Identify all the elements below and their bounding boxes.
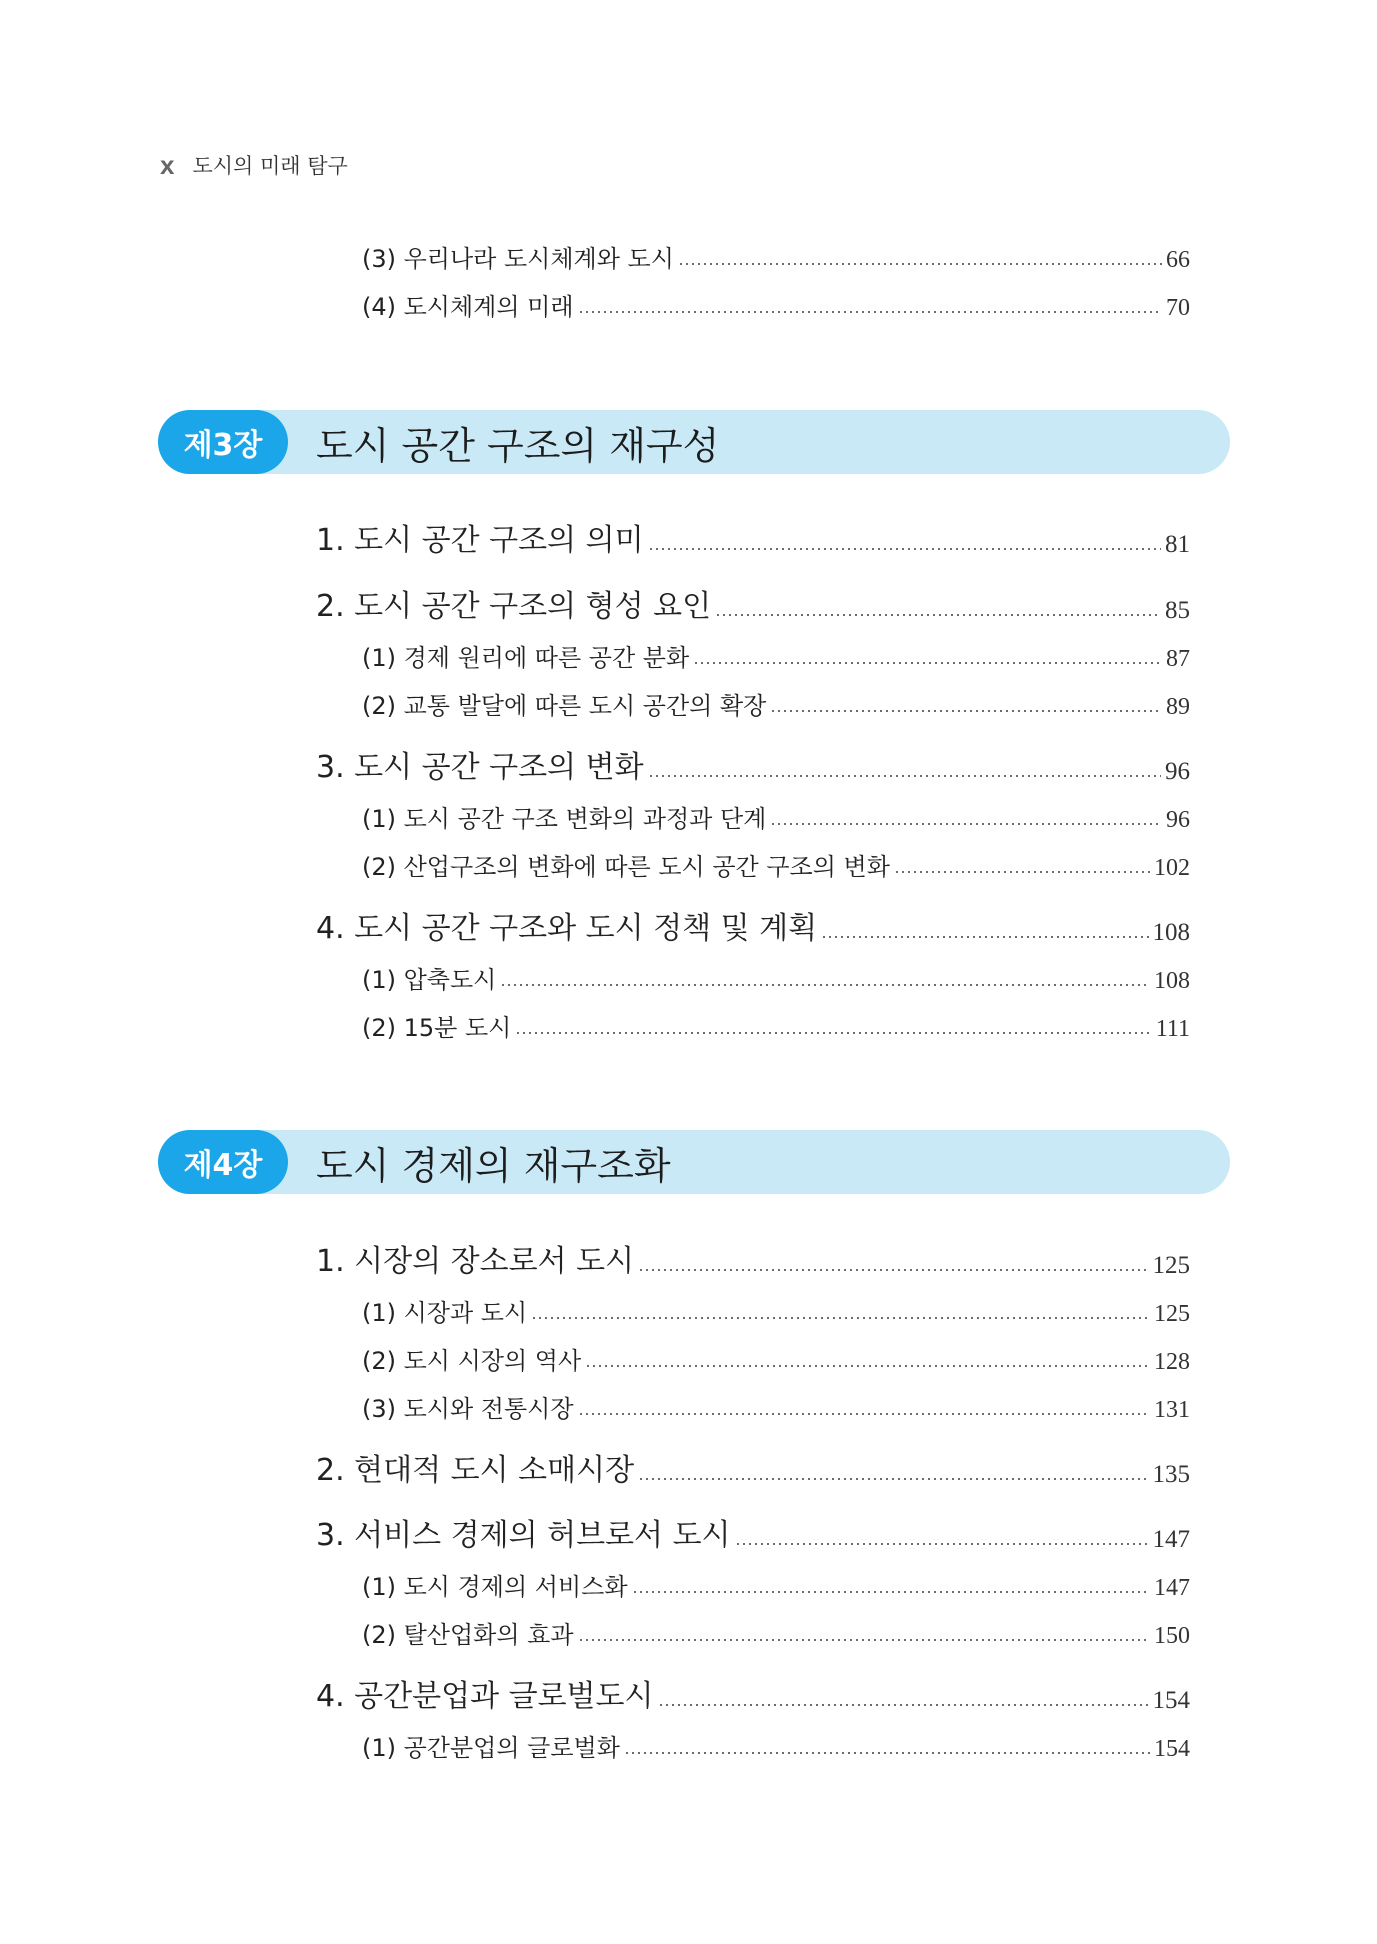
- toc-entry-label: (1) 경제 원리에 따른 공간 분화: [362, 644, 690, 672]
- dot-leader: [678, 263, 1162, 265]
- dot-leader: [770, 823, 1162, 825]
- dot-leader: [770, 710, 1162, 712]
- book-title: 도시의 미래 탐구: [192, 154, 348, 178]
- toc-entry-page: 154: [1152, 1687, 1190, 1714]
- toc-entry-page: 147: [1154, 1575, 1190, 1601]
- toc-entry-page: 85: [1165, 597, 1190, 624]
- dot-leader: [715, 614, 1161, 616]
- toc-entry-page: 147: [1152, 1526, 1190, 1553]
- dot-leader: [693, 662, 1162, 664]
- toc-entry-label: (2) 15분 도시: [362, 1014, 512, 1042]
- toc-entry-label: 3. 서비스 경제의 허브로서 도시: [316, 1518, 731, 1553]
- dot-leader: [578, 311, 1162, 313]
- toc-entry-page: 154: [1154, 1736, 1190, 1762]
- chapter-4-title[interactable]: 도시 경제의 재구조화: [316, 1143, 671, 1188]
- chapter-3-badge: 제3장: [158, 410, 288, 474]
- chapter-3-banner: [158, 410, 1230, 474]
- toc-entry-page: 108: [1154, 968, 1190, 994]
- toc-section-entry[interactable]: [316, 1234, 1190, 1280]
- toc-entry-page: 102: [1154, 855, 1190, 881]
- toc-section-entry[interactable]: [316, 901, 1190, 947]
- running-header: [160, 150, 348, 180]
- dot-leader: [578, 1413, 1150, 1415]
- toc-section-entry[interactable]: [316, 513, 1190, 559]
- page-number: x: [160, 149, 175, 180]
- toc-entry-label: (4) 도시체계의 미래: [362, 293, 574, 321]
- dot-leader: [658, 1704, 1149, 1706]
- toc-entry-page: 131: [1154, 1397, 1190, 1423]
- toc-entry[interactable]: [362, 1562, 1190, 1602]
- toc-entry[interactable]: [362, 1610, 1190, 1650]
- dot-leader: [648, 548, 1161, 550]
- toc-entry-label: (2) 산업구조의 변화에 따른 도시 공간 구조의 변화: [362, 853, 890, 881]
- toc-entry-label: 2. 도시 공간 구조의 형성 요인: [316, 589, 712, 624]
- dot-leader: [632, 1591, 1150, 1593]
- toc-entry-label: (3) 우리나라 도시체계와 도시: [362, 245, 674, 273]
- toc-entry-label: (3) 도시와 전통시장: [362, 1395, 574, 1423]
- toc-entry-page: 150: [1154, 1623, 1190, 1649]
- toc-entry-page: 66: [1166, 247, 1190, 273]
- toc-entry[interactable]: [362, 1723, 1190, 1763]
- dot-leader: [578, 1639, 1150, 1641]
- toc-entry[interactable]: [362, 681, 1190, 721]
- dot-leader: [894, 871, 1150, 873]
- toc-entry-page: 125: [1152, 1252, 1190, 1279]
- toc-entry-page: 108: [1152, 919, 1190, 946]
- toc-entry[interactable]: [362, 234, 1190, 274]
- toc-entry-label: (1) 공간분업의 글로벌화: [362, 1734, 620, 1762]
- toc-entry[interactable]: [362, 633, 1190, 673]
- toc-entry-label: 4. 도시 공간 구조와 도시 정책 및 계획: [316, 911, 818, 946]
- dot-leader: [515, 1032, 1151, 1034]
- toc-entry[interactable]: [362, 842, 1190, 882]
- toc-entry-label: 2. 현대적 도시 소매시장: [316, 1453, 635, 1488]
- dot-leader: [735, 1543, 1149, 1545]
- dot-leader: [585, 1365, 1150, 1367]
- chapter-3-title[interactable]: 도시 공간 구조의 재구성: [316, 423, 720, 468]
- toc-entry-label: (1) 도시 공간 구조 변화의 과정과 단계: [362, 805, 767, 833]
- dot-leader: [648, 775, 1161, 777]
- dot-leader: [638, 1478, 1148, 1480]
- toc-section-entry[interactable]: [316, 1669, 1190, 1715]
- toc-entry[interactable]: [362, 1288, 1190, 1328]
- dot-leader: [500, 984, 1150, 986]
- dot-leader: [638, 1269, 1148, 1271]
- toc-section-entry[interactable]: [316, 1508, 1190, 1554]
- toc-entry-label: (2) 탈산업화의 효과: [362, 1621, 574, 1649]
- toc-entry-page: 89: [1166, 694, 1190, 720]
- toc-entry-page: 111: [1155, 1016, 1190, 1042]
- toc-section-entry[interactable]: [316, 740, 1190, 786]
- toc-entry[interactable]: [362, 1003, 1190, 1043]
- toc-entry-label: (1) 시장과 도시: [362, 1299, 528, 1327]
- toc-entry-page: 128: [1154, 1349, 1190, 1375]
- toc-entry-page: 96: [1166, 807, 1190, 833]
- toc-entry-page: 125: [1154, 1301, 1190, 1327]
- dot-leader: [821, 936, 1148, 938]
- toc-entry-label: 4. 공간분업과 글로벌도시: [316, 1679, 654, 1714]
- toc-entry[interactable]: [362, 282, 1190, 322]
- toc-entry-page: 135: [1152, 1461, 1190, 1488]
- toc-section-entry[interactable]: [316, 1443, 1190, 1489]
- toc-entry-label: 3. 도시 공간 구조의 변화: [316, 750, 644, 785]
- toc-entry-page: 96: [1165, 758, 1190, 785]
- toc-entry[interactable]: [362, 1336, 1190, 1376]
- toc-entry-label: (1) 압축도시: [362, 966, 497, 994]
- toc-entry-page: 70: [1166, 295, 1190, 321]
- dot-leader: [531, 1317, 1150, 1319]
- toc-entry[interactable]: [362, 1384, 1190, 1424]
- toc-entry-label: 1. 도시 공간 구조의 의미: [316, 523, 644, 558]
- chapter-4-badge: 제4장: [158, 1130, 288, 1194]
- chapter-4-banner: [158, 1130, 1230, 1194]
- dot-leader: [624, 1752, 1150, 1754]
- toc-entry-label: (1) 도시 경제의 서비스화: [362, 1573, 628, 1601]
- toc-entry-label: (2) 도시 시장의 역사: [362, 1347, 582, 1375]
- toc-entry-page: 87: [1166, 646, 1190, 672]
- toc-entry-label: 1. 시장의 장소로서 도시: [316, 1244, 635, 1279]
- toc-entry-page: 81: [1165, 531, 1190, 558]
- toc-entry[interactable]: [362, 794, 1190, 834]
- toc-section-entry[interactable]: [316, 579, 1190, 625]
- toc-entry[interactable]: [362, 955, 1190, 995]
- toc-entry-label: (2) 교통 발달에 따른 도시 공간의 확장: [362, 692, 767, 720]
